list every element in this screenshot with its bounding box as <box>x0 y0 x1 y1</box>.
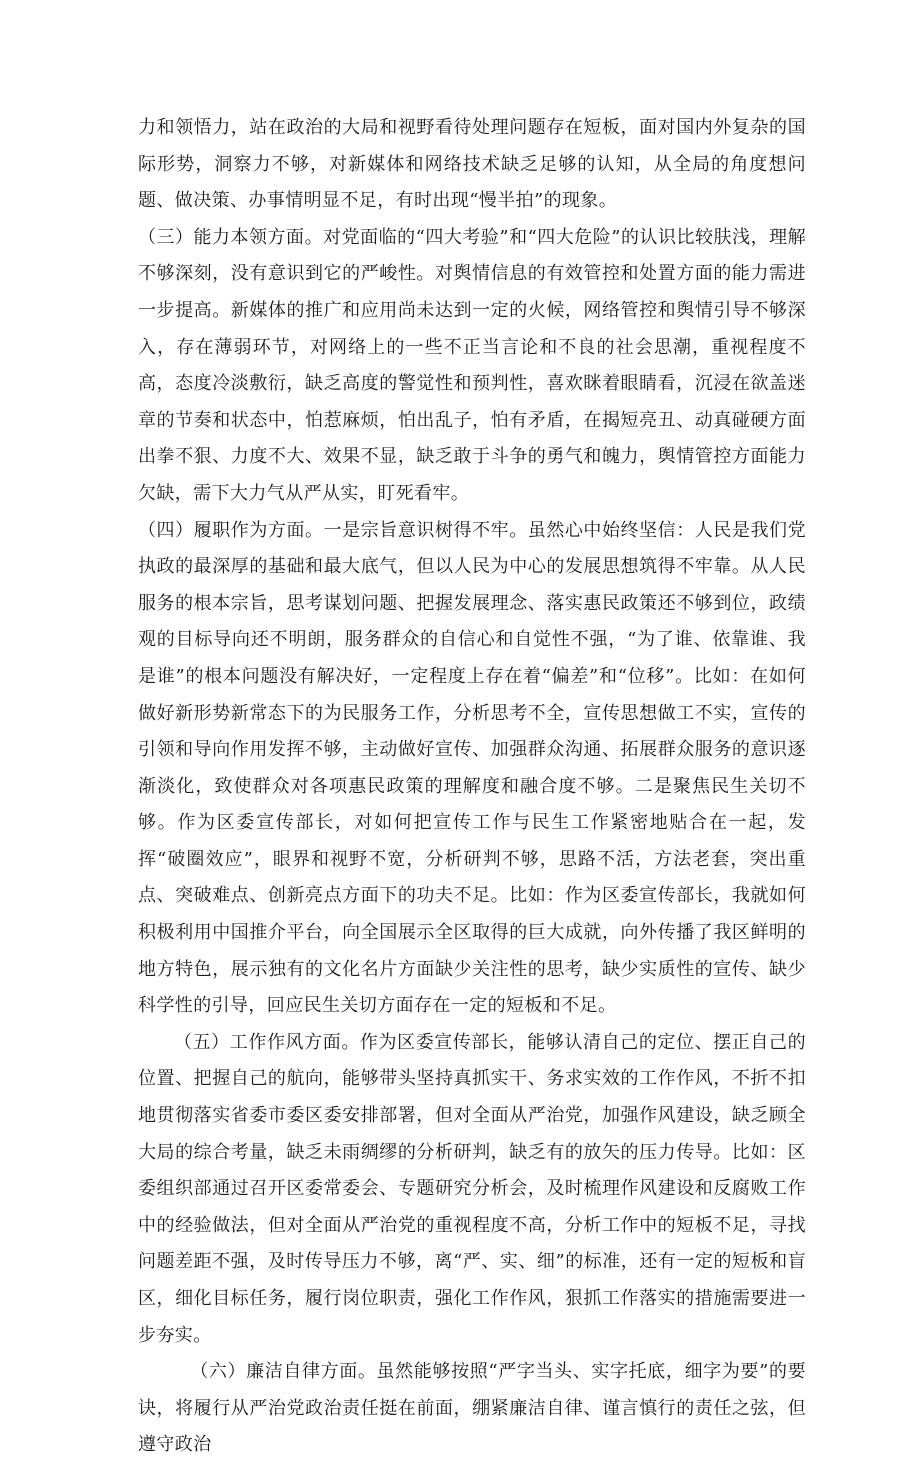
document-body <box>138 110 806 1464</box>
paragraph-work-style: （五）工作作风方面。作为区委宣传部长，能够认清自己的定位、摆正自己的位置、把握自己的航向，能够带头坚持真抓实干、务求实效的工作作风，不折不扣地贯彻落实省委市委区委安排部署，但对全面从严治党，加强作风建设，缺乏顾全大局的综合考量，缺乏未雨绸缪的分析研判，缺乏有的放矢的压力传导。比如：区委组织部通过召开区委常委会、专题研究分析会，及时梳理作风建设和反腐败工作中的经验做法，但对全面从严治党的重视程度不高，分析工作中的短板不足，寻找问题差距不强，及时传导压力不够，离“严、实、细”的标准，还有一定的短板和盲区，细化目标任务，履行岗位职责，强化工作作风，狠抓工作落实的措施需要进一步夯实。 <box>138 1031 806 1346</box>
paragraph-ability-skills: （三）能力本领方面。对党面临的“四大考验”和“四大危险”的认识比较肤浅，理解不够深刻，没有意识到它的严峻性。对舆情信息的有效管控和处置方面的能力需进一步提高。新媒体的推广和应用尚未达到一定的火候，网络管控和舆情引导不够深入，存在薄弱环节，对网络上的一些不正当言论和不良的社会思潮，重视程度不高，态度冷淡敷衍，缺乏高度的警觉性和预判性，喜欢眯着眼睛看，沉浸在欲盖迷章的节奏和状态中，怕惹麻烦，怕出乱子，怕有矛盾，在揭短亮丑、动真碰硬方面出拳不狠、力度不大、效果不显，缺乏敢于斗争的勇气和魄力，舆情管控方面能力欠缺，需下大力气从严从实，盯死看牢。 <box>138 226 806 504</box>
paragraph-duty-performance: （四）履职作为方面。一是宗旨意识树得不牢。虽然心中始终坚信：人民是我们党执政的最深厚的基础和最大底气，但以人民为中心的发展思想筑得不牢靠。从人民服务的根本宗旨，思考谋划问题、把握发展理念、落实惠民政策还不够到位，政绩观的目标导向还不明朗，服务群众的自信心和自觉性不强，“为了谁、依靠谁、我是谁”的根本问题没有解决好，一定程度上存在着“偏差”和“位移”。比如：在如何做好新形势新常态下的为民服务工作，分析思考不全，宣传思想做工不实，宣传的引领和导向作用发挥不够，主动做好宣传、加强群众沟通、拓展群众服务的意识逐渐淡化，致使群众对各项惠民政策的理解度和融合度不够。二是聚焦民生关切不够。作为区委宣传部长，对如何把宣传工作与民生工作紧密地贴合在一起，发挥“破圈效应”，眼界和视野不宽，分析研判不够，思路不活，方法老套，突出重点、突破难点、创新亮点方面下的功夫不足。比如：作为区委宣传部长，我就如何积极利用中国推介平台，向全国展示全区取得的巨大成就，向外传播了我区鲜明的地方特色，展示独有的文化名片方面缺少关注性的思考，缺少实质性的宣传、缺少科学性的引导，回应民生关切方面存在一定的短板和不足。 <box>138 519 806 1017</box>
paragraph-integrity-self-discipline: （六）廉洁自律方面。虽然能够按照“严字当头、实字托底，细字为要”的要诀，将履行从严治党政治责任挺在前面，绷紧廉洁自律、谨言慎行的责任之弦，但遵守政治 <box>138 1361 806 1456</box>
paragraph-political-insight-continued: 力和领悟力，站在政治的大局和视野看待处理问题存在短板，面对国内外复杂的国际形势，洞察力不够，对新媒体和网络技术缺乏足够的认知，从全局的角度想问题、做决策、办事情明显不足，有时出现“慢半拍”的现象。 <box>138 117 806 212</box>
